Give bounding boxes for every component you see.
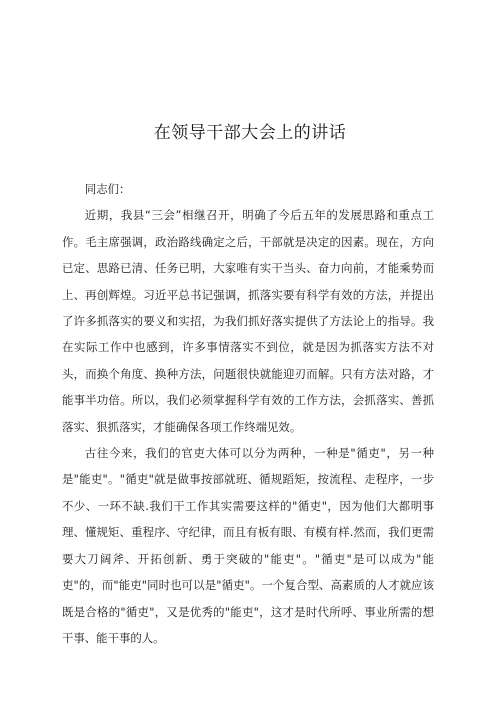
document-title: 在领导干部大会上的讲话 — [153, 123, 347, 143]
document-body — [62, 176, 434, 651]
greeting-line: 同志们： — [84, 182, 131, 196]
paragraph-1: 近期，我县“三会”相继召开，明确了今后五年的发展思路和重点工作。毛主席强调，政治路线确定之后，干部就是决定的因素。现在，方向已定、思路已清、任务已明，大家唯有实干当头、奋力向前，才能乘势而上、再创辉煌。习近平总书记强调，抓落实要有科学有效的方法，并提出了许多抓落实的要义和实招，为我们抓好落实提供了方法论上的指导。我在实际工作中也感到，许多事情落实不到位，就是因为抓落实方法不对头，而换个角度、换种方法，问题很快就能迎刃而解。只有方法对路，才能事半功倍。所以，我们必须掌握科学有效的工作方法，会抓落实、善抓落实、狠抓落实，才能确保各项工作终端见效。 — [62, 208, 434, 434]
paragraph-2: 古往今来，我们的官吏大体可以分为两种，一种是"循吏"，另一种是"能吏"。"循吏"就是做事按部就班、循规蹈矩，按流程、走程序，一步不少、一环不缺.我们干工作其实需要这样的"循吏"，因为他们大都明事理、懂规矩、重程序、守纪律，而且有板有眼、有模有样.然而，我们更需要大刀阔斧、开拓创新、勇于突破的"能吏"。"循吏"是可以成为"能吏"的，而"能吏"同时也可以是"循吏"。一个复合型、高素质的人才就应该既是合格的"循吏"，又是优秀的"能吏"，这才是时代所呼、事业所需的想干事、能干事的人。 — [62, 446, 434, 645]
